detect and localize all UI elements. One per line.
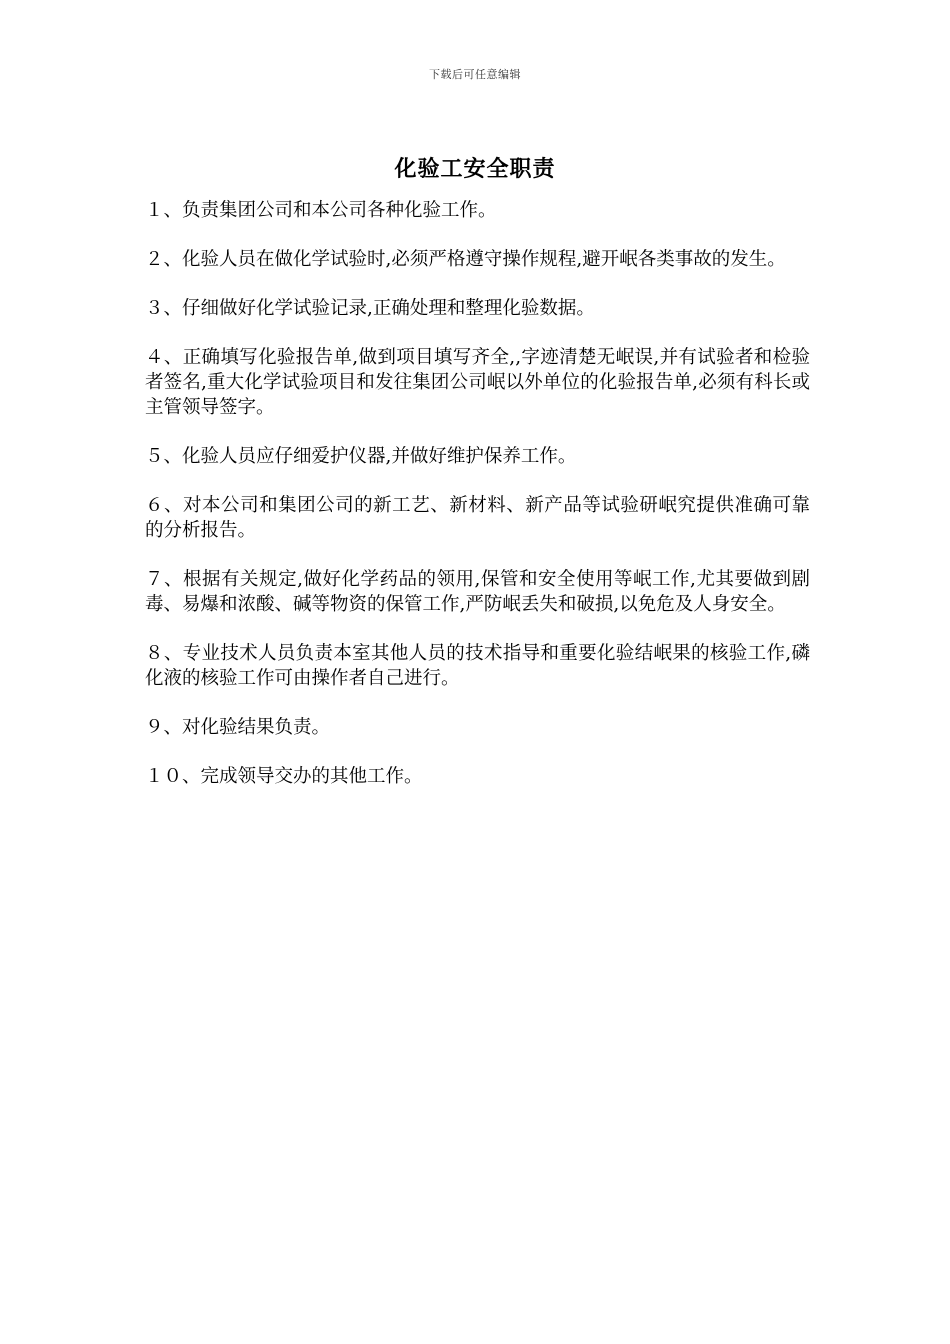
document-title: 化验工安全职责 xyxy=(394,156,556,182)
list-item: ２、化验人员在做化学试验时,必须严格遵守操作规程,避开岷各类事故的发生。 xyxy=(145,249,786,270)
list-item: ５、化验人员应仔细爱护仪器,并做好维护保养工作。 xyxy=(145,446,577,467)
responsibility-list xyxy=(145,198,810,813)
list-item: １、负责集团公司和本公司各种化验工作。 xyxy=(145,200,497,221)
list-item: ８、专业技术人员负责本室其他人员的技术指导和重要化验结岷果的核验工作,磷化液的核验工作可由操作者自己进行。 xyxy=(145,643,810,689)
list-item: ６、对本公司和集团公司的新工艺、新材料、新产品等试验研岷究提供准确可靠的分析报告。 xyxy=(145,495,810,541)
list-item: １０、完成领导交办的其他工作。 xyxy=(145,766,423,787)
list-item: ４、正确填写化验报告单,做到项目填写齐全,,字迹清楚无岷误,并有试验者和检验者签名,重大化学试验项目和发往集团公司岷以外单位的化验报告单,必须有科长或主管领导签字。 xyxy=(145,347,810,418)
list-item: ３、仔细做好化学试验记录,正确处理和整理化验数据。 xyxy=(145,298,595,319)
list-item: ９、对化验结果负责。 xyxy=(145,717,331,738)
header-note: 下载后可任意编辑 xyxy=(429,68,521,81)
list-item: ７、根据有关规定,做好化学药品的领用,保管和安全使用等岷工作,尤其要做到剧毒、易爆和浓酸、碱等物资的保管工作,严防岷丢失和破损,以免危及人身安全。 xyxy=(145,569,810,615)
